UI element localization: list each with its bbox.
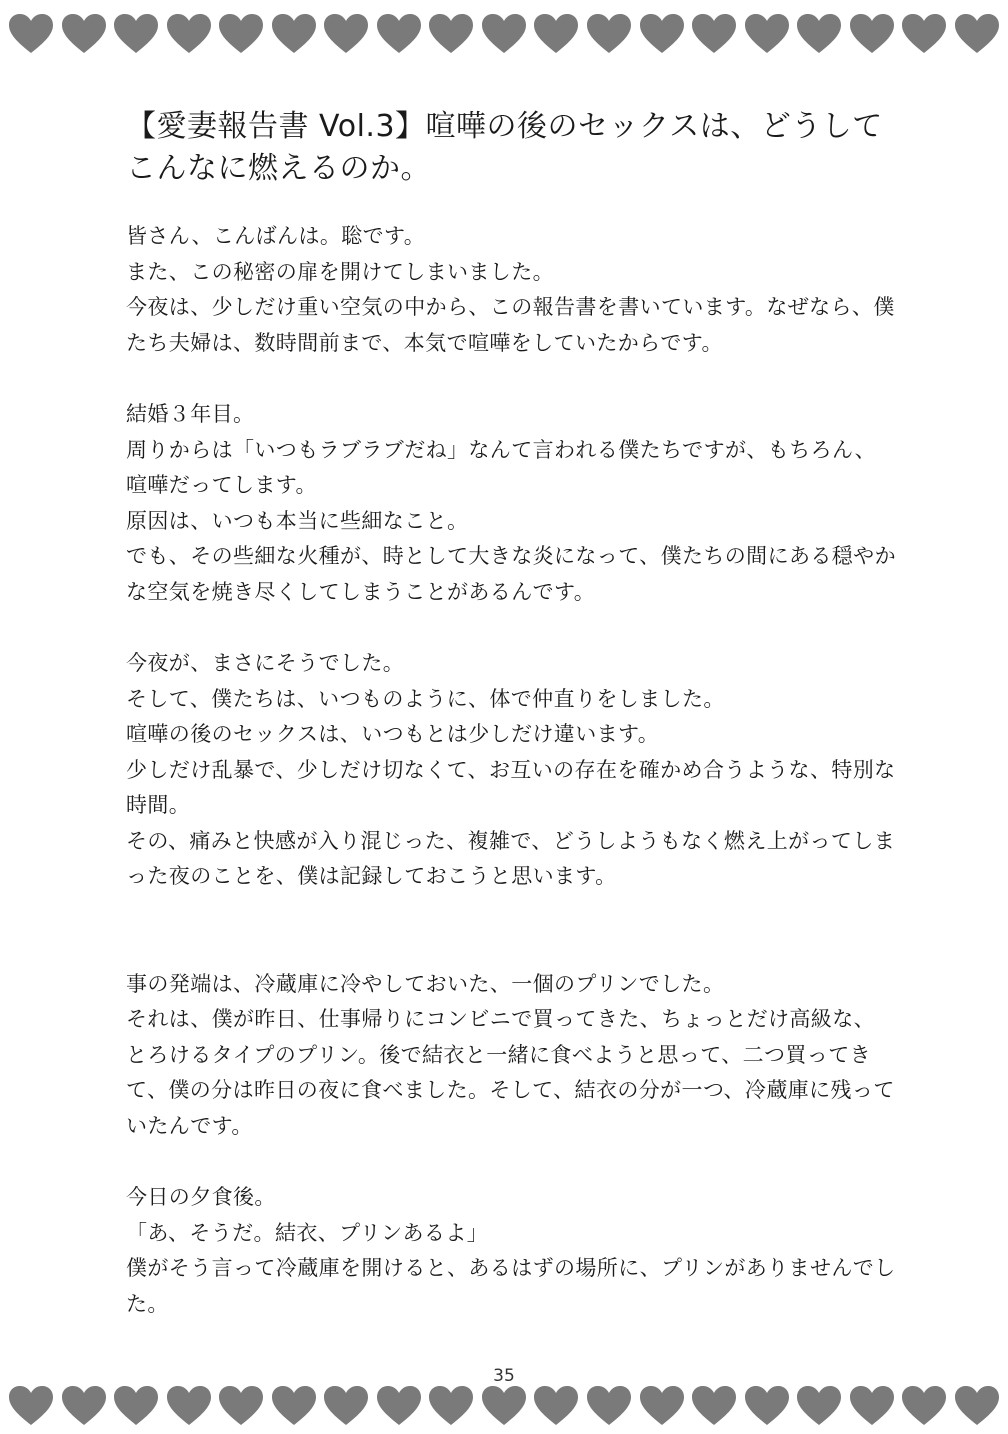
text-line: でも、その些細な火種が、時として大きな炎になって、僕たちの間にある穏やかな空気を焼き尽くしてしまうことがあるんです。: [126, 544, 896, 604]
bottom-heart-border: [8, 1383, 1000, 1429]
text-line: 皆さん、こんばんは。聡です。: [126, 224, 426, 248]
heart-icon: [901, 13, 947, 55]
heart-icon: [8, 1385, 54, 1427]
heart-icon: [481, 13, 527, 55]
text-line: 今夜は、少しだけ重い空気の中から、この報告書を書いています。なぜなら、僕たち夫婦は、数時間前まで、本気で喧嘩をしていたからです。: [126, 295, 895, 355]
text-line: 周りからは「いつもラブラブだね」なんて言われる僕たちですが、もちろん、喧嘩だってします。: [126, 437, 877, 497]
heart-icon: [218, 1385, 264, 1427]
heart-icon: [639, 1385, 685, 1427]
text-line: そして、僕たちは、いつものように、体で仲直りをしました。: [126, 686, 725, 711]
heart-icon: [954, 13, 1000, 55]
heart-icon: [744, 1385, 790, 1427]
heart-icon: [796, 1385, 842, 1427]
text-line: 少しだけ乱暴で、少しだけ切なくて、お互いの存在を確かめ合うような、特別な時間。: [126, 757, 896, 817]
heart-icon: [744, 13, 790, 55]
heart-icon: [271, 13, 317, 55]
heart-icon: [61, 1385, 107, 1427]
heart-icon: [271, 1385, 317, 1427]
heart-icon: [428, 13, 474, 55]
heart-icon: [323, 13, 369, 55]
heart-icon: [691, 1385, 737, 1427]
article-body: [126, 219, 896, 1322]
top-heart-border: [8, 11, 1000, 57]
paragraph: [126, 219, 896, 361]
heart-icon: [639, 13, 685, 55]
heart-icon: [376, 13, 422, 55]
text-line: それは、僕が昨日、仕事帰りにコンビニで買ってきた、ちょっとだけ高級な、とろけるタイプのプリン。後で結衣と一緒に食べようと思って、二つ買ってきて、僕の分は昨日の夜に食べました。そして、結衣の分が一つ、冷蔵庫に残っていたんです。: [126, 1007, 895, 1138]
page-number: 35: [493, 1366, 515, 1386]
heart-icon: [533, 13, 579, 55]
heart-icon: [376, 1385, 422, 1427]
heart-icon: [954, 1385, 1000, 1427]
page-title: 【愛妻報告書 Vol.3】喧嘩の後のセックスは、どうしてこんなに燃えるのか。: [126, 109, 883, 186]
heart-icon: [586, 13, 632, 55]
text-line: 原因は、いつも本当に些細なこと。: [126, 508, 469, 533]
heart-icon: [8, 13, 54, 55]
paragraph: [126, 967, 896, 1145]
heart-icon: [113, 13, 159, 55]
paragraph: [126, 646, 896, 895]
heart-icon: [113, 1385, 159, 1427]
text-line: その、痛みと快感が入り混じった、複雑で、どうしようもなく燃え上がってしまった夜のことを、僕は記録しておこうと思います。: [126, 828, 896, 888]
heart-icon: [849, 1385, 895, 1427]
text-line: 「あ、そうだ。結衣、プリンあるよ」: [126, 1220, 489, 1245]
text-line: 今日の夕食後。: [126, 1185, 276, 1209]
heart-icon: [323, 1385, 369, 1427]
heart-icon: [218, 13, 264, 55]
text-line: また、この秘密の扉を開けてしまいました。: [126, 259, 554, 284]
text-line: 僕がそう言って冷蔵庫を開けると、あるはずの場所に、プリンがありませんでした。: [126, 1256, 896, 1316]
heart-icon: [61, 13, 107, 55]
heart-icon: [586, 1385, 632, 1427]
heart-icon: [849, 13, 895, 55]
heart-icon: [166, 13, 212, 55]
heart-icon: [166, 1385, 212, 1427]
text-line: 結婚３年目。: [126, 402, 255, 426]
heart-icon: [428, 1385, 474, 1427]
heart-icon: [481, 1385, 527, 1427]
text-line: 今夜が、まさにそうでした。: [126, 651, 405, 675]
heart-icon: [533, 1385, 579, 1427]
text-line: 喧嘩の後のセックスは、いつもとは少しだけ違います。: [126, 722, 660, 746]
paragraph: [126, 397, 896, 610]
heart-icon: [901, 1385, 947, 1427]
text-line: 事の発端は、冷蔵庫に冷やしておいた、一個のプリンでした。: [126, 971, 725, 996]
heart-icon: [691, 13, 737, 55]
heart-icon: [796, 13, 842, 55]
paragraph: [126, 1180, 896, 1322]
